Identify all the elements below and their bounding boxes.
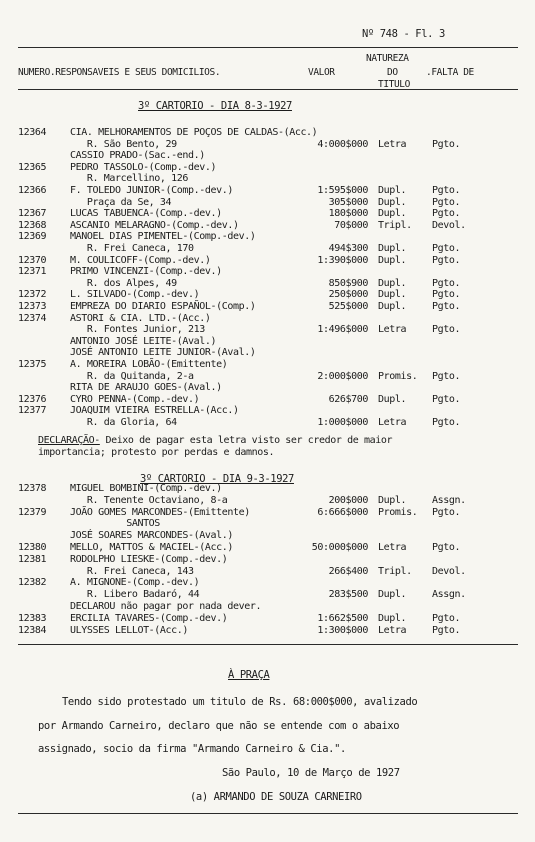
- column-header-natureza-3: TITULO: [378, 79, 410, 90]
- entry-number: 12373: [18, 301, 47, 312]
- entry-value: 1:390$000: [317, 254, 368, 266]
- entry-text: R. da Quitanda, 2-a: [70, 370, 194, 382]
- entry-value: 6:666$000: [317, 506, 368, 518]
- entry-text: RITA DE ARAUJO GOES-(Aval.): [70, 382, 222, 394]
- entry-title-type: Promis.: [378, 506, 418, 518]
- column-header-responsaveis: NUMERO.RESPONSAVEIS E SEUS DOMICILIOS.: [18, 67, 221, 78]
- praca-text-line-3: assignado, socio da firma "Armando Carneiro & Cia.".: [38, 743, 346, 755]
- praca-text-line-1: Tendo sido protestado um titulo de Rs. 68:000$000, avalizado: [62, 696, 418, 708]
- entry-text: ANTONIO JOSÉ LEITE-(Aval.): [70, 335, 217, 347]
- entry-title-type: Dupl.: [378, 289, 407, 301]
- entry-title-type: Letra: [378, 624, 407, 636]
- entry-reason: Assgn.: [432, 494, 466, 506]
- entry-text: MANOEL DIAS PIMENTEL-(Comp.-dev.): [70, 231, 256, 243]
- entry-title-type: Letra: [378, 542, 407, 553]
- entry-number: 12382: [18, 577, 47, 589]
- entry-number: 12375: [18, 359, 47, 370]
- entry-value: 1:300$000: [317, 624, 368, 636]
- entry-number: 12371: [18, 266, 47, 278]
- entry-number: 12365: [18, 161, 47, 173]
- entry-text: F. TOLEDO JUNIOR-(Comp.-dev.): [70, 185, 233, 196]
- entry-text: M. COULICOFF-(Comp.-dev.): [70, 254, 211, 266]
- entry-value: 250$000: [328, 289, 368, 301]
- entry-title-type: Dupl.: [378, 301, 407, 312]
- header-bottom-rule: [18, 89, 518, 90]
- entry-reason: Pgto.: [432, 542, 461, 553]
- entry-text: L. SILVADO-(Comp.-dev.): [70, 289, 200, 301]
- entry-reason: Assgn.: [432, 589, 466, 601]
- entry-number: 12367: [18, 208, 47, 220]
- entry-number: 12380: [18, 542, 47, 553]
- entry-text: JOSÉ SOARES MARCONDES-(Aval.): [70, 530, 233, 542]
- entry-reason: Pgto.: [432, 138, 461, 150]
- entry-reason: Pgto.: [432, 324, 461, 336]
- entry-number: 12384: [18, 624, 47, 636]
- entry-text: R. Fontes Junior, 213: [70, 324, 205, 336]
- entry-value: 850$900: [328, 277, 368, 289]
- entry-value: 266$400: [328, 565, 368, 577]
- entry-text: ASTORI & CIA. LTD.-(Acc.): [70, 312, 211, 324]
- entry-text: MIGUEL BOMBINI-(Comp.-dev.): [70, 483, 222, 494]
- entry-number: 12379: [18, 506, 47, 518]
- entry-text: R. São Bento, 29: [70, 138, 177, 150]
- entry-reason: Pgto.: [432, 277, 461, 289]
- entry-text: R. Frei Caneca, 143: [70, 565, 194, 577]
- entry-title-type: Dupl.: [378, 612, 407, 624]
- entry-title-type: Dupl.: [378, 393, 407, 405]
- entry-number: 12374: [18, 312, 47, 324]
- entry-title-type: Dupl.: [378, 277, 407, 289]
- declaracao-line-1: [38, 435, 392, 446]
- entry-text: PRIMO VINCENZI-(Comp.-dev.): [70, 266, 222, 278]
- entry-number: 12369: [18, 231, 47, 243]
- entry-value: 1:595$000: [317, 185, 368, 196]
- entry-number: 12368: [18, 219, 47, 231]
- entry-title-type: Dupl.: [378, 254, 407, 266]
- entry-text: LUCAS TABUENCA-(Comp.-dev.): [70, 208, 222, 220]
- entry-reason: Devol.: [432, 565, 466, 577]
- section-title-dia-9: 3º CARTORIO - DIA 9-3-1927: [140, 473, 294, 485]
- entry-title-type: Dupl.: [378, 208, 407, 220]
- entry-title-type: Dupl.: [378, 589, 407, 601]
- entry-reason: Pgto.: [432, 370, 461, 382]
- entry-text: A. MOREIRA LOBÃO-(Emittente): [70, 359, 228, 370]
- header-top-rule: [18, 47, 518, 48]
- entry-number: 12376: [18, 393, 47, 405]
- entry-reason: Pgto.: [432, 624, 461, 636]
- entry-text: R. dos Alpes, 49: [70, 277, 177, 289]
- praca-date: São Paulo, 10 de Março de 1927: [222, 767, 400, 779]
- entry-reason: Pgto.: [432, 301, 461, 312]
- entry-number: 12383: [18, 612, 47, 624]
- entry-title-type: Dupl.: [378, 185, 407, 196]
- entry-text: MELLO, MATTOS & MACIEL-(Acc.): [70, 542, 233, 553]
- entry-reason: Pgto.: [432, 506, 461, 518]
- entry-value: 283$500: [328, 589, 368, 601]
- entry-value: 2:000$000: [317, 370, 368, 382]
- entry-value: 70$000: [334, 219, 368, 231]
- entry-reason: Devol.: [432, 219, 466, 231]
- entry-value: 4:000$000: [317, 138, 368, 150]
- entry-reason: Pgto.: [432, 393, 461, 405]
- praca-text-line-2: por Armando Carneiro, declaro que não se entende com o abaixo: [38, 720, 400, 732]
- entry-text: JOÃO GOMES MARCONDES-(Emittente): [70, 506, 250, 518]
- entry-value: 180$000: [328, 208, 368, 220]
- entry-title-type: Letra: [378, 417, 407, 428]
- entry-number: 12378: [18, 483, 47, 494]
- entry-text: CASSIO PRADO-(Sac.-end.): [70, 150, 205, 162]
- entry-reason: Pgto.: [432, 243, 461, 254]
- entry-number: 12381: [18, 553, 47, 565]
- entry-text: DECLAROU não pagar por nada dever.: [70, 601, 262, 612]
- entry-value: 1:000$000: [317, 417, 368, 428]
- entry-text: PEDRO TASSOLO-(Comp.-dev.): [70, 161, 217, 173]
- entry-title-type: Dupl.: [378, 243, 407, 254]
- entry-value: 1:496$000: [317, 324, 368, 336]
- entry-text: RODOLPHO LIESKE-(Comp.-dev.): [70, 553, 228, 565]
- bottom-rule: [18, 813, 518, 814]
- section-title-dia-8: 3º CARTORIO - DIA 8-3-1927: [138, 100, 292, 112]
- entry-reason: Pgto.: [432, 185, 461, 196]
- column-header-natureza-2: DO: [387, 67, 398, 78]
- entry-title-type: Letra: [378, 138, 407, 150]
- entry-text: ULYSSES LELLOT-(Acc.): [70, 624, 189, 636]
- entry-text: ASCANIO MELARAGNO-(Comp.-dev.): [70, 219, 239, 231]
- entry-reason: Pgto.: [432, 208, 461, 220]
- entry-value: 50:000$000: [311, 542, 368, 553]
- entry-title-type: Tripl.: [378, 219, 412, 231]
- entry-text: R. Tenente Octaviano, 8-a: [70, 494, 228, 506]
- entry-value: 1:662$500: [317, 612, 368, 624]
- entry-text: CYRO PENNA-(Comp.-dev.): [70, 393, 200, 405]
- entry-title-type: Dupl.: [378, 196, 407, 208]
- entry-text: A. MIGNONE-(Comp.-dev.): [70, 577, 200, 589]
- entry-value: 494$300: [328, 243, 368, 254]
- entry-text: R. Libero Badaró, 44: [70, 589, 200, 601]
- declaracao-label: DECLARAÇÃO-: [38, 435, 100, 446]
- praca-title: À PRAÇA: [228, 669, 270, 681]
- entry-value: 200$000: [328, 494, 368, 506]
- entry-number: 12372: [18, 289, 47, 301]
- list-end-rule: [18, 644, 518, 645]
- page-reference: Nº 748 - Fl. 3: [362, 28, 445, 40]
- declaracao-line-2: importancia; protesto por perdas e damnos.: [38, 447, 275, 458]
- entry-value: 305$000: [328, 196, 368, 208]
- entry-number: 12377: [18, 405, 47, 417]
- entry-text: Praça da Se, 34: [70, 196, 172, 208]
- entry-text: JOSÉ ANTONIO LEITE JUNIOR-(Aval.): [70, 347, 256, 359]
- entry-title-type: Tripl.: [378, 565, 412, 577]
- praca-signature: (a) ARMANDO DE SOUZA CARNEIRO: [190, 791, 362, 803]
- entry-reason: Pgto.: [432, 417, 461, 428]
- entry-number: 12366: [18, 185, 47, 196]
- entry-text: JOAQUIM VIEIRA ESTRELLA-(Acc.): [70, 405, 239, 417]
- entry-title-type: Promis.: [378, 370, 418, 382]
- entry-reason: Pgto.: [432, 254, 461, 266]
- entry-number: 12370: [18, 254, 47, 266]
- entry-reason: Pgto.: [432, 196, 461, 208]
- entry-title-type: Letra: [378, 324, 407, 336]
- entry-text: R. Frei Caneca, 170: [70, 243, 194, 254]
- entry-text: CIA. MELHORAMENTOS DE POÇOS DE CALDAS-(Acc.): [70, 127, 318, 138]
- entry-number: 12364: [18, 127, 47, 138]
- entry-text: EMPREZA DO DIARIO ESPAÑOL-(Comp.): [70, 301, 256, 312]
- entry-text: R. Marcellino, 126: [70, 173, 189, 185]
- entry-text: SANTOS: [70, 518, 160, 530]
- declaracao-text: Deixo de pagar esta letra visto ser credor de maior: [99, 435, 393, 446]
- column-header-natureza-1: NATUREZA: [366, 53, 409, 64]
- entry-value: 626$700: [328, 393, 368, 405]
- column-header-valor: VALOR: [308, 67, 335, 78]
- entry-reason: Pgto.: [432, 612, 461, 624]
- column-header-falta: .FALTA DE: [426, 67, 474, 78]
- entry-title-type: Dupl.: [378, 494, 407, 506]
- entry-text: ERCILIA TAVARES-(Comp.-dev.): [70, 612, 228, 624]
- entry-text: R. da Gloria, 64: [70, 417, 177, 428]
- entry-value: 525$000: [328, 301, 368, 312]
- entry-reason: Pgto.: [432, 289, 461, 301]
